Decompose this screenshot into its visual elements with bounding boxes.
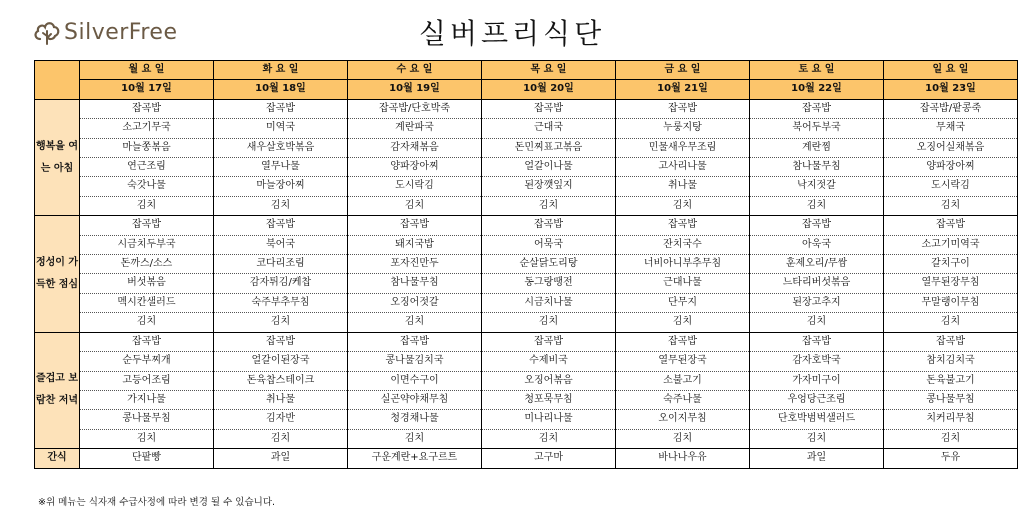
table-row — [35, 158, 1018, 177]
menu-cell: 코다리조림 — [214, 255, 348, 274]
menu-cell: 청포묵무침 — [482, 390, 616, 409]
table-row — [35, 352, 1018, 371]
header-row-dates — [35, 80, 1018, 99]
menu-cell: 포자진만두 — [348, 255, 482, 274]
menu-cell: 김치 — [750, 313, 884, 332]
menu-cell: 실곤약야채무침 — [348, 390, 482, 409]
menu-cell: 도시락김 — [884, 177, 1018, 196]
menu-cell: 숙갓나물 — [80, 177, 214, 196]
day-name: 토 요 일 — [750, 61, 884, 80]
menu-cell: 미역국 — [214, 119, 348, 138]
menu-cell: 누룽지탕 — [616, 119, 750, 138]
menu-cell: 청경채나물 — [348, 410, 482, 429]
menu-cell: 잡곡밥 — [214, 216, 348, 235]
day-date: 10월 17일 — [80, 80, 214, 99]
menu-cell: 김치 — [80, 196, 214, 215]
header-row-days — [35, 61, 1018, 80]
menu-cell: 단무지 — [616, 293, 750, 312]
table-row — [35, 99, 1018, 118]
menu-cell: 열무나물 — [214, 158, 348, 177]
menu-cell: 동그랑땡전 — [482, 274, 616, 293]
menu-cell: 김치 — [348, 313, 482, 332]
menu-cell: 단호박범벅샐러드 — [750, 410, 884, 429]
menu-cell: 얼갈이된장국 — [214, 352, 348, 371]
menu-cell: 된장고추지 — [750, 293, 884, 312]
menu-cell: 순살닭도리탕 — [482, 255, 616, 274]
menu-cell: 멕시칸샐러드 — [80, 293, 214, 312]
day-date: 10월 18일 — [214, 80, 348, 99]
menu-cell: 어묵국 — [482, 235, 616, 254]
menu-cell: 열무된장무침 — [884, 274, 1018, 293]
header-corner — [35, 61, 80, 100]
menu-cell: 잡곡밥 — [214, 99, 348, 118]
menu-cell: 민물새우무조림 — [616, 138, 750, 157]
menu-cell: 김치 — [616, 196, 750, 215]
day-date: 10월 19일 — [348, 80, 482, 99]
menu-cell: 잡곡밥 — [616, 99, 750, 118]
table-row — [35, 332, 1018, 351]
snack-cell: 두유 — [884, 449, 1018, 468]
table-row — [35, 255, 1018, 274]
day-date: 10월 21일 — [616, 80, 750, 99]
menu-cell: 시금치두부국 — [80, 235, 214, 254]
menu-cell: 북어두부국 — [750, 119, 884, 138]
snack-cell: 고구마 — [482, 449, 616, 468]
menu-cell: 오징어실채볶음 — [884, 138, 1018, 157]
menu-cell: 참치김치국 — [884, 352, 1018, 371]
menu-cell: 잡곡밥 — [616, 332, 750, 351]
day-name: 금 요 일 — [616, 61, 750, 80]
menu-cell: 양파장아찌 — [348, 158, 482, 177]
table-row — [35, 429, 1018, 448]
logo-text: SilverFree — [64, 19, 178, 45]
menu-cell: 돈까스/소스 — [80, 255, 214, 274]
menu-cell: 근대국 — [482, 119, 616, 138]
table-row — [35, 390, 1018, 409]
menu-cell: 돈민찌표고볶음 — [482, 138, 616, 157]
menu-cell: 돼지국밥 — [348, 235, 482, 254]
table-row — [35, 274, 1018, 293]
menu-cell: 낙지젓갈 — [750, 177, 884, 196]
day-date: 10월 22일 — [750, 80, 884, 99]
menu-cell: 콩나물무침 — [884, 390, 1018, 409]
menu-table — [34, 60, 1018, 469]
menu-cell: 새우살호박볶음 — [214, 138, 348, 157]
menu-cell: 취나물 — [616, 177, 750, 196]
menu-cell: 감자호박국 — [750, 352, 884, 371]
menu-cell: 아욱국 — [750, 235, 884, 254]
snack-cell: 과일 — [214, 449, 348, 468]
menu-cell: 감자튀김/케찹 — [214, 274, 348, 293]
menu-cell: 김치 — [884, 429, 1018, 448]
menu-cell: 콩나물김치국 — [348, 352, 482, 371]
menu-cell: 이면수구이 — [348, 371, 482, 390]
menu-cell: 김치 — [482, 196, 616, 215]
menu-cell: 김치 — [214, 429, 348, 448]
menu-cell: 수제비국 — [482, 352, 616, 371]
day-name: 월 요 일 — [80, 61, 214, 80]
menu-cell: 근대나물 — [616, 274, 750, 293]
snack-cell: 구운계란+요구르트 — [348, 449, 482, 468]
menu-cell: 계란찜 — [750, 138, 884, 157]
day-date: 10월 23일 — [884, 80, 1018, 99]
menu-cell: 너비아니부추무침 — [616, 255, 750, 274]
page-title: 실버프리식단 — [418, 17, 606, 50]
day-name: 일 요 일 — [884, 61, 1018, 80]
menu-cell: 오징어젓갈 — [348, 293, 482, 312]
snack-row — [35, 449, 1018, 468]
menu-cell: 잡곡밥 — [750, 99, 884, 118]
menu-cell: 소고기미역국 — [884, 235, 1018, 254]
menu-cell: 마늘장아찌 — [214, 177, 348, 196]
menu-cell: 김치 — [80, 313, 214, 332]
table-row — [35, 216, 1018, 235]
menu-cell: 취나물 — [214, 390, 348, 409]
table-row — [35, 235, 1018, 254]
menu-cell: 잡곡밥 — [214, 332, 348, 351]
menu-cell: 마늘쫑볶음 — [80, 138, 214, 157]
menu-cell: 김치 — [884, 196, 1018, 215]
table-row — [35, 410, 1018, 429]
menu-cell: 잡곡밥 — [348, 332, 482, 351]
menu-cell: 치커리무침 — [884, 410, 1018, 429]
menu-cell: 김치 — [348, 196, 482, 215]
menu-cell: 양파장아찌 — [884, 158, 1018, 177]
menu-cell: 갈치구이 — [884, 255, 1018, 274]
footnote: ※위 메뉴는 식자재 수급사정에 따라 변경 될 수 있습니다. — [38, 497, 276, 508]
menu-cell: 잡곡밥 — [482, 216, 616, 235]
meal-label: 즐겁고 보람찬 저녁 — [35, 332, 80, 448]
menu-cell: 가자미구이 — [750, 371, 884, 390]
menu-cell: 김치 — [884, 313, 1018, 332]
menu-cell: 숙주나물 — [616, 390, 750, 409]
menu-cell: 고등어조림 — [80, 371, 214, 390]
menu-cell: 잡곡밥 — [884, 332, 1018, 351]
menu-cell: 김치 — [750, 429, 884, 448]
menu-cell: 도시락김 — [348, 177, 482, 196]
meal-label: 행복을 여는 아침 — [35, 99, 80, 215]
meal-label: 정성이 가득한 점심 — [35, 216, 80, 332]
menu-cell: 김치 — [348, 429, 482, 448]
menu-cell: 콩나물무침 — [80, 410, 214, 429]
menu-cell: 참나물무침 — [750, 158, 884, 177]
menu-cell: 잡곡밥 — [616, 216, 750, 235]
menu-cell: 소고기무국 — [80, 119, 214, 138]
menu-cell: 잡곡밥/팥콩죽 — [884, 99, 1018, 118]
menu-cell: 고사리나물 — [616, 158, 750, 177]
menu-cell: 잡곡밥 — [348, 216, 482, 235]
table-row — [35, 293, 1018, 312]
day-name: 목 요 일 — [482, 61, 616, 80]
table-row — [35, 138, 1018, 157]
menu-cell: 김치 — [616, 429, 750, 448]
menu-cell: 된장깻잎지 — [482, 177, 616, 196]
menu-cell: 잡곡밥 — [80, 216, 214, 235]
menu-cell: 잡곡밥 — [80, 332, 214, 351]
menu-cell: 김자반 — [214, 410, 348, 429]
menu-cell: 김치 — [214, 196, 348, 215]
menu-cell: 우엉당근조림 — [750, 390, 884, 409]
menu-cell: 오이지무침 — [616, 410, 750, 429]
menu-cell: 김치 — [482, 313, 616, 332]
snack-cell: 과일 — [750, 449, 884, 468]
day-name: 수 요 일 — [348, 61, 482, 80]
menu-cell: 무말랭이무침 — [884, 293, 1018, 312]
menu-cell: 감자채볶음 — [348, 138, 482, 157]
menu-cell: 잡곡밥 — [482, 332, 616, 351]
menu-cell: 잡곡밥 — [482, 99, 616, 118]
menu-cell: 시금치나물 — [482, 293, 616, 312]
menu-cell: 돈육찹스테이크 — [214, 371, 348, 390]
menu-cell: 버섯볶음 — [80, 274, 214, 293]
menu-cell: 숙주부추무침 — [214, 293, 348, 312]
menu-cell: 잡곡밥 — [80, 99, 214, 118]
menu-cell: 소불고기 — [616, 371, 750, 390]
menu-cell: 가지나물 — [80, 390, 214, 409]
menu-cell: 돈육불고기 — [884, 371, 1018, 390]
menu-cell: 훈제오리/무쌈 — [750, 255, 884, 274]
menu-cell: 무채국 — [884, 119, 1018, 138]
table-row — [35, 119, 1018, 138]
menu-cell: 김치 — [750, 196, 884, 215]
snack-label: 간식 — [35, 449, 80, 468]
menu-cell: 북어국 — [214, 235, 348, 254]
day-name: 화 요 일 — [214, 61, 348, 80]
menu-cell: 느타리버섯볶음 — [750, 274, 884, 293]
menu-cell: 김치 — [616, 313, 750, 332]
table-row — [35, 177, 1018, 196]
menu-cell: 순두부찌개 — [80, 352, 214, 371]
menu-cell: 미나리나물 — [482, 410, 616, 429]
menu-cell: 얼갈이나물 — [482, 158, 616, 177]
snack-cell: 바나나우유 — [616, 449, 750, 468]
menu-cell: 잡곡밥/단호박죽 — [348, 99, 482, 118]
menu-cell: 김치 — [214, 313, 348, 332]
day-date: 10월 20일 — [482, 80, 616, 99]
menu-cell: 참나물무침 — [348, 274, 482, 293]
menu-cell: 김치 — [482, 429, 616, 448]
table-row — [35, 196, 1018, 215]
menu-cell: 잡곡밥 — [884, 216, 1018, 235]
table-row — [35, 313, 1018, 332]
menu-cell: 열무된장국 — [616, 352, 750, 371]
menu-cell: 계란파국 — [348, 119, 482, 138]
menu-cell: 연근조림 — [80, 158, 214, 177]
menu-cell: 잡곡밥 — [750, 216, 884, 235]
snack-cell: 단팥빵 — [80, 449, 214, 468]
menu-cell: 잔치국수 — [616, 235, 750, 254]
menu-cell: 오징어볶음 — [482, 371, 616, 390]
menu-cell: 잡곡밥 — [750, 332, 884, 351]
table-row — [35, 371, 1018, 390]
menu-cell: 김치 — [80, 429, 214, 448]
